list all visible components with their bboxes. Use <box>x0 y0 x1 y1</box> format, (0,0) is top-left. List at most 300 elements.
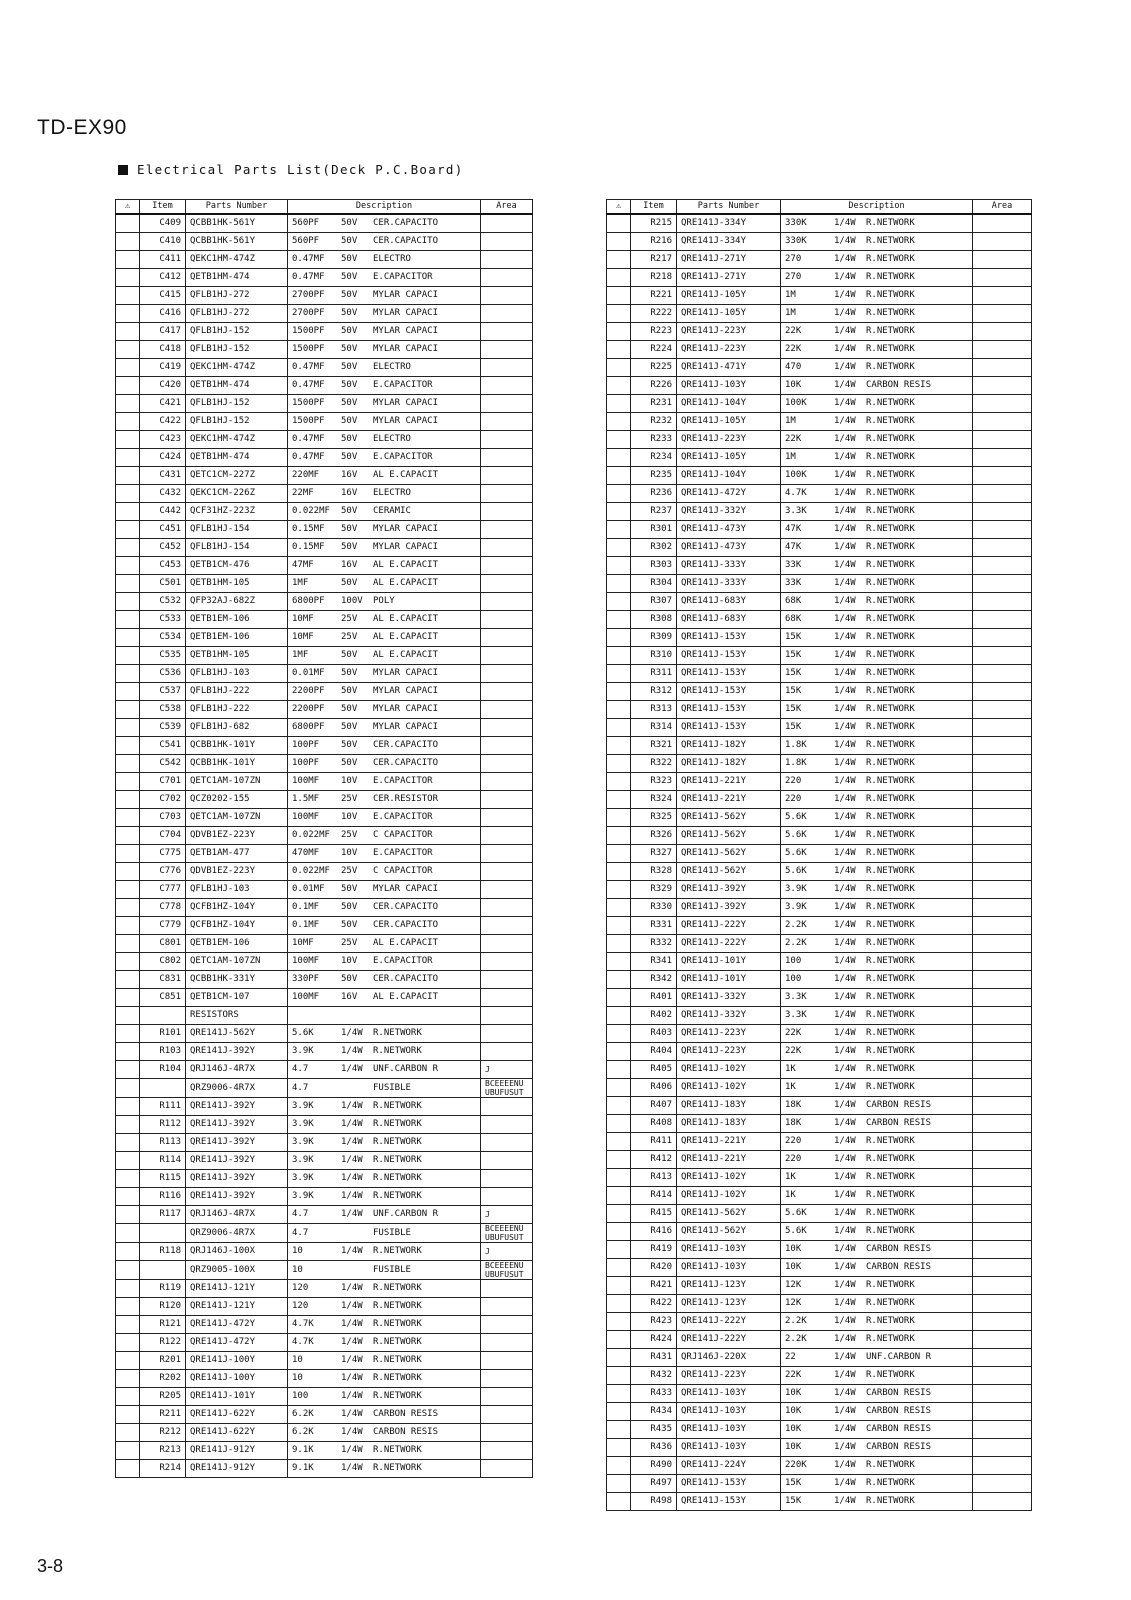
description-cell <box>781 1277 973 1295</box>
parts-number-cell: QRE141J-101Y <box>186 1388 288 1406</box>
description-rating: 1/4W <box>834 1478 856 1488</box>
safety-mark-cell <box>607 647 631 665</box>
description-name: R.NETWORK <box>866 920 915 930</box>
table-row <box>607 575 1032 593</box>
description-cell <box>288 539 481 557</box>
description-name: R.NETWORK <box>373 1319 422 1329</box>
parts-number-cell: QRE141J-153Y <box>677 647 781 665</box>
item-cell: R308 <box>631 611 677 629</box>
description-cell <box>288 557 481 575</box>
area-cell <box>481 647 533 665</box>
description-cell <box>781 341 973 359</box>
safety-mark-cell <box>116 971 140 989</box>
description-value: 220 <box>785 794 802 804</box>
description-name: R.NETWORK <box>866 308 915 318</box>
description-name: MYLAR CAPACI <box>373 326 439 336</box>
safety-mark-cell <box>607 1241 631 1259</box>
description-cell <box>781 845 973 863</box>
description-value: 3.9K <box>292 1173 314 1183</box>
description-value: 10K <box>785 1262 802 1272</box>
item-cell: R112 <box>140 1116 186 1134</box>
item-cell: R323 <box>631 773 677 791</box>
table-row <box>116 413 533 431</box>
table-row <box>607 251 1032 269</box>
description-rating: 1/4W <box>834 1406 856 1416</box>
description-cell <box>288 1224 481 1243</box>
description-cell <box>288 1025 481 1043</box>
description-value: 0.022MF <box>292 830 330 840</box>
description-rating: 50V <box>341 290 358 300</box>
item-cell: R301 <box>631 521 677 539</box>
item-cell <box>140 1079 186 1098</box>
parts-number-cell: QRE141J-333Y <box>677 557 781 575</box>
safety-mark-cell <box>116 1370 140 1388</box>
description-cell <box>781 863 973 881</box>
parts-number-cell: QRE141J-105Y <box>677 287 781 305</box>
item-cell: C432 <box>140 485 186 503</box>
description-name: R.NETWORK <box>866 578 915 588</box>
description-cell <box>781 971 973 989</box>
table-row <box>607 665 1032 683</box>
table-row <box>607 917 1032 935</box>
description-cell <box>781 557 973 575</box>
description-value: 0.022MF <box>292 866 330 876</box>
item-cell: C442 <box>140 503 186 521</box>
description-cell <box>288 917 481 935</box>
description-cell <box>781 989 973 1007</box>
description-name: R.NETWORK <box>866 272 915 282</box>
area-cell <box>973 1079 1032 1097</box>
parts-number-cell: QEKC1HM-474Z <box>186 359 288 377</box>
area-cell <box>481 665 533 683</box>
item-cell: C418 <box>140 341 186 359</box>
description-name: UNF.CARBON R <box>373 1209 439 1219</box>
area-cell <box>973 863 1032 881</box>
area-cell <box>481 1170 533 1188</box>
description-value: 10K <box>785 1406 802 1416</box>
description-rating: 1/4W <box>834 758 856 768</box>
description-value: 6800PF <box>292 596 325 606</box>
description-name: CARBON RESIS <box>866 1262 932 1272</box>
item-cell: R309 <box>631 629 677 647</box>
parts-number-cell: QCZ0202-155 <box>186 791 288 809</box>
description-rating: 1/4W <box>341 1337 363 1347</box>
description-rating: 1/4W <box>834 524 856 534</box>
description-value: 4.7 <box>292 1209 309 1219</box>
table-row <box>607 701 1032 719</box>
item-cell: R405 <box>631 1061 677 1079</box>
description-rating: 1/4W <box>834 560 856 570</box>
description-value: 1500PF <box>292 416 325 426</box>
area-cell <box>973 1043 1032 1061</box>
item-cell: C534 <box>140 629 186 647</box>
area-cell <box>973 1457 1032 1475</box>
description-rating: 1/4W <box>834 704 856 714</box>
item-cell: R103 <box>140 1043 186 1061</box>
description-cell <box>781 1349 973 1367</box>
parts-number-cell: QRE141J-392Y <box>186 1188 288 1206</box>
area-cell <box>973 809 1032 827</box>
safety-mark-cell <box>116 1424 140 1442</box>
parts-number-header: Parts Number <box>186 200 288 215</box>
description-rating: 1/4W <box>834 326 856 336</box>
description-rating: 1/4W <box>834 1334 856 1344</box>
area-cell <box>973 1277 1032 1295</box>
area-cell <box>481 1116 533 1134</box>
area-cell <box>973 395 1032 413</box>
description-cell <box>781 1115 973 1133</box>
safety-mark-cell <box>607 431 631 449</box>
description-rating: 50V <box>341 686 358 696</box>
parts-number-cell: QRE141J-105Y <box>677 449 781 467</box>
description-name: FUSIBLE <box>373 1264 411 1275</box>
description-cell <box>781 899 973 917</box>
safety-mark-cell <box>607 1421 631 1439</box>
item-cell: C535 <box>140 647 186 665</box>
description-name: E.CAPACITOR <box>373 776 433 786</box>
item-cell: C802 <box>140 953 186 971</box>
area-cell: BCEEEENU UBUFUSUT <box>481 1224 533 1243</box>
description-value: 0.022MF <box>292 506 330 516</box>
table-row <box>116 575 533 593</box>
item-cell: C541 <box>140 737 186 755</box>
description-value: 330K <box>785 218 807 228</box>
table-row <box>116 917 533 935</box>
description-value: 0.47MF <box>292 362 325 372</box>
area-cell <box>481 521 533 539</box>
table-row <box>116 683 533 701</box>
description-rating: 50V <box>341 578 358 588</box>
description-name: R.NETWORK <box>866 650 915 660</box>
description-value: 220 <box>785 776 802 786</box>
item-cell: C701 <box>140 773 186 791</box>
table-row <box>607 377 1032 395</box>
description-rating: 1/4W <box>834 1118 856 1128</box>
description-rating: 50V <box>341 668 358 678</box>
description-name: R.NETWORK <box>866 236 915 246</box>
parts-number-cell: QRE141J-271Y <box>677 251 781 269</box>
description-name: CARBON RESIS <box>373 1409 439 1419</box>
table-row <box>607 809 1032 827</box>
area-cell <box>973 737 1032 755</box>
description-name: AL E.CAPACIT <box>373 938 439 948</box>
description-cell <box>781 611 973 629</box>
description-value: 15K <box>785 704 802 714</box>
item-cell: R304 <box>631 575 677 593</box>
description-rating: 1/4W <box>834 902 856 912</box>
parts-number-cell: QETB1CM-107 <box>186 989 288 1007</box>
parts-number-cell: QRE141J-223Y <box>677 431 781 449</box>
description-name: R.NETWORK <box>866 506 915 516</box>
area-cell <box>973 1205 1032 1223</box>
safety-mark-cell <box>116 341 140 359</box>
parts-number-cell: QCBB1HK-331Y <box>186 971 288 989</box>
description-value: 3.9K <box>292 1119 314 1129</box>
area-cell <box>481 1352 533 1370</box>
item-cell: C777 <box>140 881 186 899</box>
description-cell <box>781 467 973 485</box>
area-cell <box>481 629 533 647</box>
table-row <box>607 899 1032 917</box>
parts-number-cell: QETB1EM-106 <box>186 629 288 647</box>
parts-number-cell: QRE141J-223Y <box>677 323 781 341</box>
parts-number-cell: QEKC1HM-474Z <box>186 251 288 269</box>
description-name: R.NETWORK <box>866 776 915 786</box>
description-name: MYLAR CAPACI <box>373 722 439 732</box>
description-name: UNF.CARBON R <box>373 1064 439 1074</box>
description-value: 3.9K <box>292 1101 314 1111</box>
safety-mark-cell <box>116 719 140 737</box>
item-cell: R431 <box>631 1349 677 1367</box>
parts-number-cell: QRE141J-153Y <box>677 719 781 737</box>
description-name: R.NETWORK <box>866 1226 915 1236</box>
safety-mark-cell <box>607 1079 631 1097</box>
parts-number-cell: QRE141J-153Y <box>677 665 781 683</box>
area-cell <box>973 1241 1032 1259</box>
table-row <box>116 647 533 665</box>
table-row <box>607 1259 1032 1277</box>
description-name: CER.CAPACITO <box>373 902 439 912</box>
safety-mark-cell <box>116 521 140 539</box>
item-cell: R406 <box>631 1079 677 1097</box>
description-cell <box>781 1151 973 1169</box>
parts-number-cell: QRE141J-103Y <box>677 1385 781 1403</box>
description-name: R.NETWORK <box>866 254 915 264</box>
safety-mark-cell <box>116 539 140 557</box>
item-cell: R202 <box>140 1370 186 1388</box>
area-cell <box>481 1370 533 1388</box>
description-cell <box>288 503 481 521</box>
description-rating: 1/4W <box>834 1172 856 1182</box>
area-cell <box>973 701 1032 719</box>
item-cell: C776 <box>140 863 186 881</box>
parts-number-cell: QFLB1HJ-222 <box>186 701 288 719</box>
description-value: 10MF <box>292 614 314 624</box>
description-value: 1M <box>785 308 796 318</box>
area-cell <box>481 395 533 413</box>
parts-number-cell: RESISTORS <box>186 1007 288 1025</box>
description-cell <box>288 827 481 845</box>
description-cell <box>781 737 973 755</box>
description-rating: 1/4W <box>834 488 856 498</box>
description-name: R.NETWORK <box>866 740 915 750</box>
description-rating: 1/4W <box>341 1046 363 1056</box>
safety-mark-cell <box>116 845 140 863</box>
description-cell <box>288 1007 481 1025</box>
table-row <box>607 287 1032 305</box>
safety-mark-cell <box>116 701 140 719</box>
table-row <box>607 557 1032 575</box>
safety-mark-cell <box>116 431 140 449</box>
item-cell: C416 <box>140 305 186 323</box>
area-cell <box>973 305 1032 323</box>
description-rating: 1/4W <box>341 1119 363 1129</box>
safety-mark-cell <box>607 917 631 935</box>
description-value: 1.8K <box>785 740 807 750</box>
table-row <box>116 737 533 755</box>
table-row <box>607 1277 1032 1295</box>
parts-number-cell: QFLB1HJ-154 <box>186 539 288 557</box>
description-rating: 10V <box>341 848 358 858</box>
parts-number-cell: QETB1HM-474 <box>186 377 288 395</box>
description-cell <box>288 737 481 755</box>
description-value: 5.6K <box>785 866 807 876</box>
description-name: R.NETWORK <box>866 1460 915 1470</box>
item-cell <box>140 1261 186 1280</box>
safety-mark-cell <box>607 845 631 863</box>
description-rating: 25V <box>341 938 358 948</box>
description-value: 100K <box>785 398 807 408</box>
description-name: R.NETWORK <box>866 902 915 912</box>
table-row <box>116 971 533 989</box>
item-cell: R225 <box>631 359 677 377</box>
area-cell <box>973 845 1032 863</box>
item-cell: R121 <box>140 1316 186 1334</box>
table-row <box>116 701 533 719</box>
description-name: R.NETWORK <box>373 1155 422 1165</box>
description-rating: 1/4W <box>834 1280 856 1290</box>
safety-mark-cell <box>607 575 631 593</box>
description-name: CARBON RESIS <box>866 1100 932 1110</box>
description-cell <box>781 953 973 971</box>
table-row <box>116 1352 533 1370</box>
description-name: R.NETWORK <box>866 1190 915 1200</box>
table-row <box>607 827 1032 845</box>
area-cell <box>481 1007 533 1025</box>
safety-mark-cell <box>116 755 140 773</box>
safety-mark-cell <box>607 251 631 269</box>
table-row <box>116 1188 533 1206</box>
description-name: R.NETWORK <box>866 866 915 876</box>
table-row <box>607 485 1032 503</box>
description-rating: 50V <box>341 434 358 444</box>
table-row <box>607 395 1032 413</box>
description-rating: 1/4W <box>341 1427 363 1437</box>
description-name: R.NETWORK <box>866 1334 915 1344</box>
description-value: 4.7 <box>292 1227 309 1238</box>
parts-number-cell: QRE141J-153Y <box>677 1493 781 1511</box>
table-row <box>116 467 533 485</box>
area-cell <box>973 953 1032 971</box>
parts-number-cell: QRE141J-562Y <box>677 863 781 881</box>
area-cell <box>973 1025 1032 1043</box>
description-cell <box>781 377 973 395</box>
safety-mark-cell <box>607 305 631 323</box>
description-cell <box>781 683 973 701</box>
description-cell <box>781 773 973 791</box>
description-rating: 1/4W <box>834 1244 856 1254</box>
description-rating: 1/4W <box>834 1190 856 1200</box>
description-value: 10K <box>785 1442 802 1452</box>
safety-mark-cell <box>607 953 631 971</box>
description-value: 2700PF <box>292 308 325 318</box>
description-name: R.NETWORK <box>866 398 915 408</box>
description-header: Description <box>781 200 973 215</box>
item-cell: R201 <box>140 1352 186 1370</box>
safety-mark-cell <box>116 1388 140 1406</box>
area-cell <box>973 719 1032 737</box>
area-cell <box>973 1349 1032 1367</box>
table-row <box>116 755 533 773</box>
description-name: R.NETWORK <box>866 614 915 624</box>
description-rating: 50V <box>341 506 358 516</box>
safety-mark-cell <box>116 1025 140 1043</box>
area-cell: J <box>481 1206 533 1224</box>
description-cell <box>288 1370 481 1388</box>
description-rating: 1/4W <box>834 884 856 894</box>
safety-mark-cell <box>116 863 140 881</box>
item-cell: R221 <box>631 287 677 305</box>
area-cell <box>481 1025 533 1043</box>
description-cell <box>288 719 481 737</box>
description-rating: 50V <box>341 254 358 264</box>
description-cell <box>781 1439 973 1457</box>
parts-number-cell: QETB1EM-106 <box>186 611 288 629</box>
safety-mark-cell <box>116 1152 140 1170</box>
table-row <box>607 1475 1032 1493</box>
parts-number-cell: QRE141J-472Y <box>677 485 781 503</box>
description-name: R.NETWORK <box>866 1298 915 1308</box>
description-name: R.NETWORK <box>866 1208 915 1218</box>
item-cell: C412 <box>140 269 186 287</box>
safety-mark-cell <box>607 1313 631 1331</box>
description-cell <box>781 701 973 719</box>
table-row <box>116 521 533 539</box>
description-rating: 25V <box>341 866 358 876</box>
description-rating: 1/4W <box>341 1028 363 1038</box>
description-value: 2200PF <box>292 704 325 714</box>
item-cell: C415 <box>140 287 186 305</box>
item-cell: R233 <box>631 431 677 449</box>
description-cell <box>781 719 973 737</box>
description-value: 1MF <box>292 578 309 588</box>
area-cell <box>973 1313 1032 1331</box>
table-row <box>607 1457 1032 1475</box>
description-name: R.NETWORK <box>866 812 915 822</box>
parts-number-cell: QRE141J-102Y <box>677 1169 781 1187</box>
description-rating: 1/4W <box>341 1301 363 1311</box>
description-value: 9.1K <box>292 1463 314 1473</box>
description-cell <box>781 629 973 647</box>
description-value: 22K <box>785 434 802 444</box>
description-rating: 1/4W <box>834 956 856 966</box>
table-row <box>607 1349 1032 1367</box>
description-value: 100PF <box>292 740 320 750</box>
description-rating: 1/4W <box>834 1370 856 1380</box>
table-row <box>607 1061 1032 1079</box>
description-cell <box>781 1007 973 1025</box>
description-name: R.NETWORK <box>866 596 915 606</box>
safety-mark-cell <box>116 881 140 899</box>
table-row <box>116 881 533 899</box>
table-row <box>607 1295 1032 1313</box>
description-cell <box>288 467 481 485</box>
description-name: AL E.CAPACIT <box>373 992 439 1002</box>
description-value: 4.7K <box>785 488 807 498</box>
safety-mark-cell <box>116 1206 140 1224</box>
description-value: 100MF <box>292 956 320 966</box>
area-cell <box>481 1442 533 1460</box>
area-cell <box>973 539 1032 557</box>
description-cell <box>781 1367 973 1385</box>
item-cell: R234 <box>631 449 677 467</box>
description-value: 1M <box>785 416 796 426</box>
parts-number-cell: QRE141J-104Y <box>677 395 781 413</box>
area-cell <box>481 593 533 611</box>
safety-mark-cell <box>116 485 140 503</box>
safety-mark-cell <box>607 719 631 737</box>
description-value: 1500PF <box>292 344 325 354</box>
